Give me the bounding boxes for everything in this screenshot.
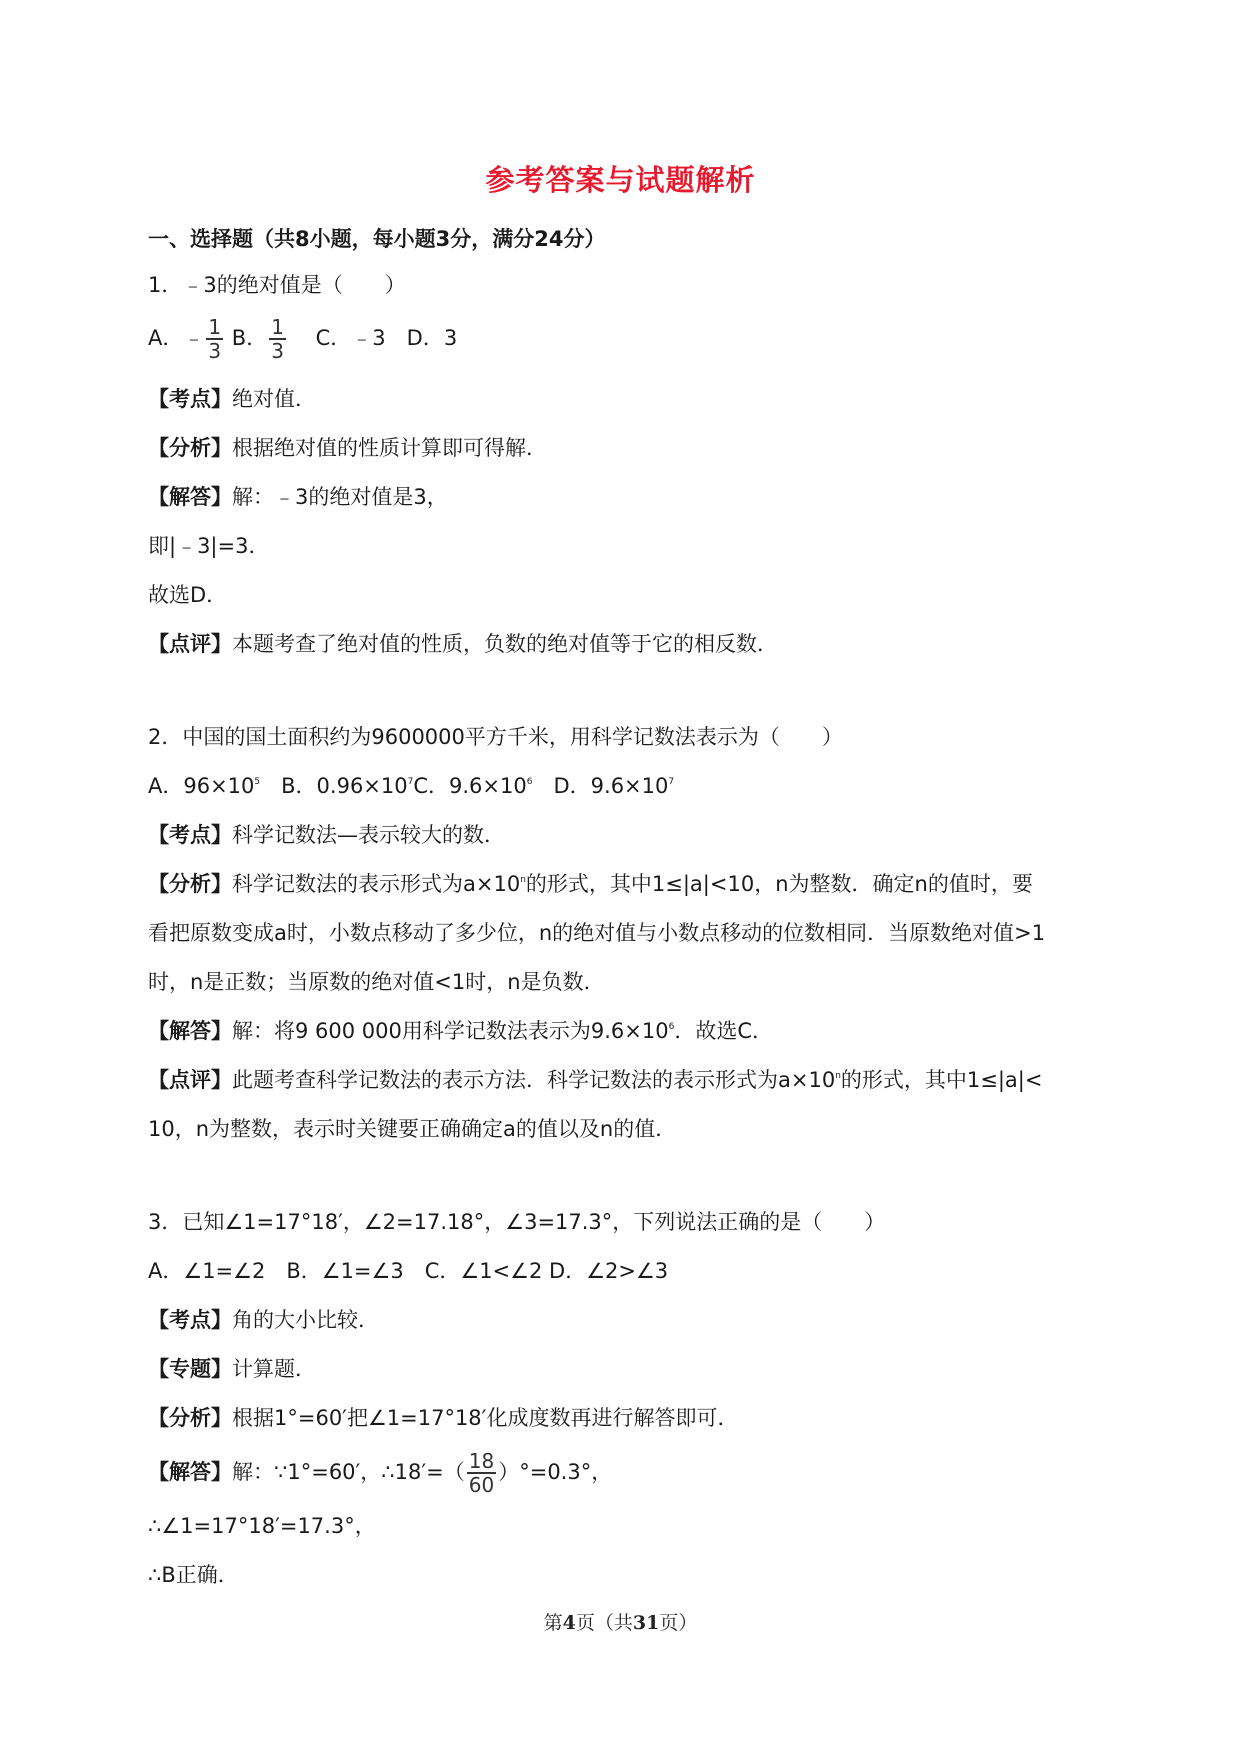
fenxi-text: 根据1°=60′把∠1=17°18′化成度数再进行解答即可．: [232, 1406, 739, 1430]
q2-kaodian: [148, 820, 505, 850]
exponent: 7: [407, 777, 414, 787]
tag-jieda: 【解答】: [148, 485, 232, 509]
option-cd: C．﹣3 D．3: [294, 326, 458, 350]
option-d: D．9.6×10: [532, 774, 669, 798]
tag-jieda: 【解答】: [148, 1460, 232, 1484]
tag-dianping: 【点评】: [148, 632, 232, 656]
q3-jieda-line2: ∴∠1=17°18′=17.3°，: [148, 1514, 376, 1538]
fraction-numerator: 1: [208, 315, 222, 339]
tag-fenxi: 【分析】: [148, 436, 232, 460]
question-3-options: A．∠1=∠2 B．∠1=∠3 C．∠1<∠2 D．∠2>∠3: [148, 1259, 669, 1283]
q3-jieda: [148, 1446, 612, 1498]
q2-fenxi-line2: 看把原数变成a时，小数点移动了多少位，n的绝对值与小数点移动的位数相同．当原数绝对值>1: [148, 921, 1046, 945]
tag-kaodian: 【考点】: [148, 1308, 232, 1332]
exponent: n: [520, 875, 526, 885]
q2-fenxi-line3: 时，n是正数；当原数的绝对值<1时，n是负数．: [148, 970, 605, 994]
jieda-text: 解：将9 600 000用科学记数法表示为9.6×10: [232, 1019, 669, 1043]
question-1-options: [148, 312, 457, 364]
question-2-options: [148, 771, 674, 801]
dianping-text-cont: 的形式，其中1≤|a|<: [840, 1068, 1043, 1092]
fraction-numerator: 1: [271, 315, 284, 339]
fenxi-text: 根据绝对值的性质计算即可得解．: [232, 436, 547, 460]
q3-fenxi: [148, 1403, 738, 1433]
fenxi-text-cont: 的形式，其中1≤|a|<10，n为整数．确定n的值时，要: [525, 872, 1033, 896]
exponent: 6: [526, 777, 533, 787]
zhuanti-text: 计算题．: [232, 1357, 316, 1381]
option-b-label: B．: [231, 326, 268, 350]
q1-dianping: [148, 629, 778, 659]
dianping-text: 本题考查了绝对值的性质，负数的绝对值等于它的相反数．: [232, 632, 778, 656]
question-3-stem: 3．已知∠1=17°18′，∠2=17.18°，∠3=17.3°，下列说法正确的是（ ）: [148, 1210, 886, 1234]
jieda-text: 解：﹣3的绝对值是3，: [232, 485, 448, 509]
q2-dianping: [148, 1065, 1042, 1095]
footer-pre: 第: [543, 1612, 563, 1634]
tag-fenxi: 【分析】: [148, 872, 232, 896]
q1-fenxi: [148, 433, 547, 463]
option-c: C．9.6×10: [413, 774, 527, 798]
fraction-denominator: 60: [468, 1473, 495, 1497]
q3-kaodian: [148, 1305, 379, 1335]
q3-zhuanti: [148, 1354, 316, 1384]
fraction-18-over-60: [467, 1450, 496, 1496]
exponent: n: [835, 1071, 841, 1081]
section-heading: 一、选择题（共8小题，每小题3分，满分24分）: [148, 227, 606, 251]
footer-mid: 页（共: [575, 1612, 633, 1634]
q2-jieda: [148, 1016, 773, 1046]
q1-jieda-line2: 即|﹣3|=3．: [148, 534, 270, 558]
q1-jieda-line3: 故选D．: [148, 583, 228, 607]
exponent: 6: [668, 1022, 675, 1032]
tag-jieda: 【解答】: [148, 1019, 232, 1043]
kaodian-text: 角的大小比较．: [232, 1308, 379, 1332]
tag-fenxi: 【分析】: [148, 1406, 232, 1430]
page-title: 参考答案与试题解析: [485, 163, 756, 197]
tag-dianping: 【点评】: [148, 1068, 232, 1092]
fraction-one-third-a: [206, 316, 223, 362]
q3-jieda-line3: ∴B正确．: [148, 1563, 239, 1587]
kaodian-text: 绝对值．: [232, 387, 316, 411]
exponent: 5: [254, 777, 261, 787]
fraction-numerator: 18: [468, 1449, 495, 1473]
fraction-denominator: 3: [208, 339, 222, 363]
question-1-stem: 1．﹣3的绝对值是（ ）: [148, 273, 406, 297]
q1-jieda: [148, 482, 448, 512]
page-number: 4: [562, 1612, 576, 1634]
q1-kaodian: [148, 384, 316, 414]
fraction-one-third-b: [269, 316, 286, 362]
tag-zhuanti: 【专题】: [148, 1357, 232, 1381]
dianping-text: 此题考查科学记数法的表示方法．科学记数法的表示形式为a×10: [232, 1068, 836, 1092]
option-a: A．96×10: [148, 774, 255, 798]
jieda-text-cont: ）°=0.3°，: [498, 1460, 613, 1484]
fraction-denominator: 3: [271, 339, 284, 363]
q2-dianping-line2: 10，n为整数，表示时关键要正确确定a的值以及n的值．: [148, 1117, 677, 1141]
option-a-label: A．﹣: [148, 326, 205, 350]
total-pages: 31: [632, 1612, 660, 1634]
fenxi-text: 科学记数法的表示形式为a×10: [232, 872, 521, 896]
footer-post: 页）: [659, 1612, 698, 1634]
jieda-text: 解：∵1°=60′，∴18′=（: [232, 1460, 465, 1484]
jieda-text-cont: ．故选C．: [674, 1019, 773, 1043]
exponent: 7: [668, 777, 675, 787]
tag-kaodian: 【考点】: [148, 823, 232, 847]
kaodian-text: 科学记数法—表示较大的数．: [232, 823, 505, 847]
tag-kaodian: 【考点】: [148, 387, 232, 411]
page-footer: [0, 1608, 1241, 1635]
question-2-stem: 2．中国的国土面积约为9600000平方千米，用科学记数法表示为（ ）: [148, 725, 843, 749]
q2-fenxi: [148, 869, 1033, 899]
option-b: B．0.96×10: [260, 774, 408, 798]
